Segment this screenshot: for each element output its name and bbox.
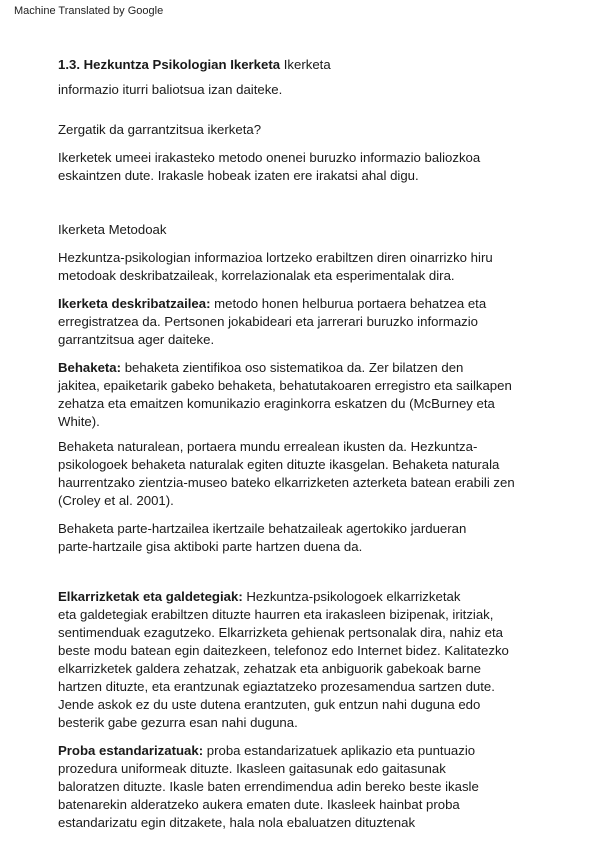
standardized-line-4: batenarekin alderatzeko aukera ematen dute. Ikasleek hainbat proba [58,797,460,812]
standardized-term: Proba estandarizatuak: [58,743,204,758]
methods-intro-line-2: metodoak deskribatzaileak, korrelazionalak eta esperimentalak dira. [58,268,455,283]
observation-term: Behaketa: [58,360,122,375]
naturalistic-line-1: Behaketa naturalean, portaera mundu errealean ikusten da. Hezkuntza- [58,439,478,454]
standardized-line-5: estandarizatu egin ditzakete, hala nola ebaluatzen dituztenak [58,815,416,830]
why-question: Zergatik da garrantzitsua ikerketa? [58,122,262,137]
naturalistic-line-2: psikologoek behaketa naturalak egiten dituzte ikasgelan. Behaketa naturala [58,457,500,472]
machine-translation-banner: Machine Translated by Google [14,5,164,17]
descriptive-term: Ikerketa deskribatzailea: [58,296,211,311]
observation-line-2: jakitea, epaiketarik gabeko behaketa, behatutakoaren erregistro eta sailkapen [58,378,512,393]
why-answer-line-2: eskaintzen dute. Irakasle hobeak izaten ere irakatsi ahal digu. [58,168,419,183]
interviews-line-4: beste modu batean egin daitezkeen, telefonoz edo Internet bidez. Kalitatezko [58,643,509,658]
standardized-line-1 [58,742,544,760]
interviews-term: Elkarrizketak eta galdetegiak: [58,589,243,604]
standardized-line-2: prozedura uniformeak dituzte. Ikasleen gaitasunak edo gaitasunak [58,761,446,776]
descriptive-line-3: garrantzitsua ager daiteke. [58,332,215,347]
standardized-line-1-rest: proba estandarizatuek aplikazio eta puntuazio [203,743,476,758]
interviews-line-5: elkarrizketek galdera zehatzak, zehatzak eta anbiguorik gabekoak barne [58,661,481,676]
intro-line: informazio iturri baliotsua izan daiteke. [58,82,283,97]
section-heading-bold: 1.3. Hezkuntza Psikologian Ikerketa [58,57,281,72]
interviews-line-1-rest: Hezkuntza-psikologoek elkarrizketak [242,589,461,604]
interviews-line-7: Jende askok ez du uste dutena erantzuten, guk entzun nahi duguna edo [58,697,481,712]
observation-line-3: zehatza eta emaitzen komunikazio eraginkorra eskatzen du (McBurney eta [58,396,495,411]
standardized-line-3: baloratzen dituzte. Ikasle baten errendimendua adin bereko beste ikasle [58,779,479,794]
interviews-line-8: besterik gabe gezurra esan nahi duguna. [58,715,298,730]
interviews-line-2: eta galdetegiak erabiltzen dituzte haurren eta irakasleen bizipenak, iritziak, [58,607,494,622]
methods-intro-line-1: Hezkuntza-psikologian informazioa lortzeko erabiltzen diren oinarrizko hiru [58,250,493,265]
methods-title: Ikerketa Metodoak [58,222,167,237]
why-answer-line-1: Ikerketek umeei irakasteko metodo onenei buruzko informazio baliozkoa [58,150,481,165]
observation-line-1 [58,359,544,377]
naturalistic-line-3: haurrentzako zientzia-museo bateko elkarrizketen azterketa batean erabili zen [58,475,515,490]
document-page [58,56,544,832]
interviews-line-6: hartzen dituzte, eta erantzunak egiaztatzeko prozesamendua sartzen dute. [58,679,495,694]
observation-line-4: White). [58,414,100,429]
observation-line-1-rest: behaketa zientifikoa oso sistematikoa da. Zer bilatzen den [121,360,464,375]
naturalistic-line-4: (Croley et al. 2001). [58,493,174,508]
descriptive-line-1 [58,295,544,313]
interviews-line-1 [58,588,544,606]
participant-line-1: Behaketa parte-hartzailea ikertzaile behatzaileak agertokiko jardueran [58,521,467,536]
descriptive-line-1-rest: metodo honen helburua portaera behatzea eta [210,296,487,311]
section-heading [58,56,544,74]
participant-line-2: parte-hartzaile gisa aktiboki parte hartzen duena da. [58,539,363,554]
descriptive-line-2: erregistratzea da. Pertsonen jokabideari eta jarrerari buruzko informazio [58,314,479,329]
section-heading-rest: Ikerketa [280,57,331,72]
interviews-line-3: sentimenduak ezagutzeko. Elkarrizketa gehienak pertsonalak dira, nahiz eta [58,625,503,640]
